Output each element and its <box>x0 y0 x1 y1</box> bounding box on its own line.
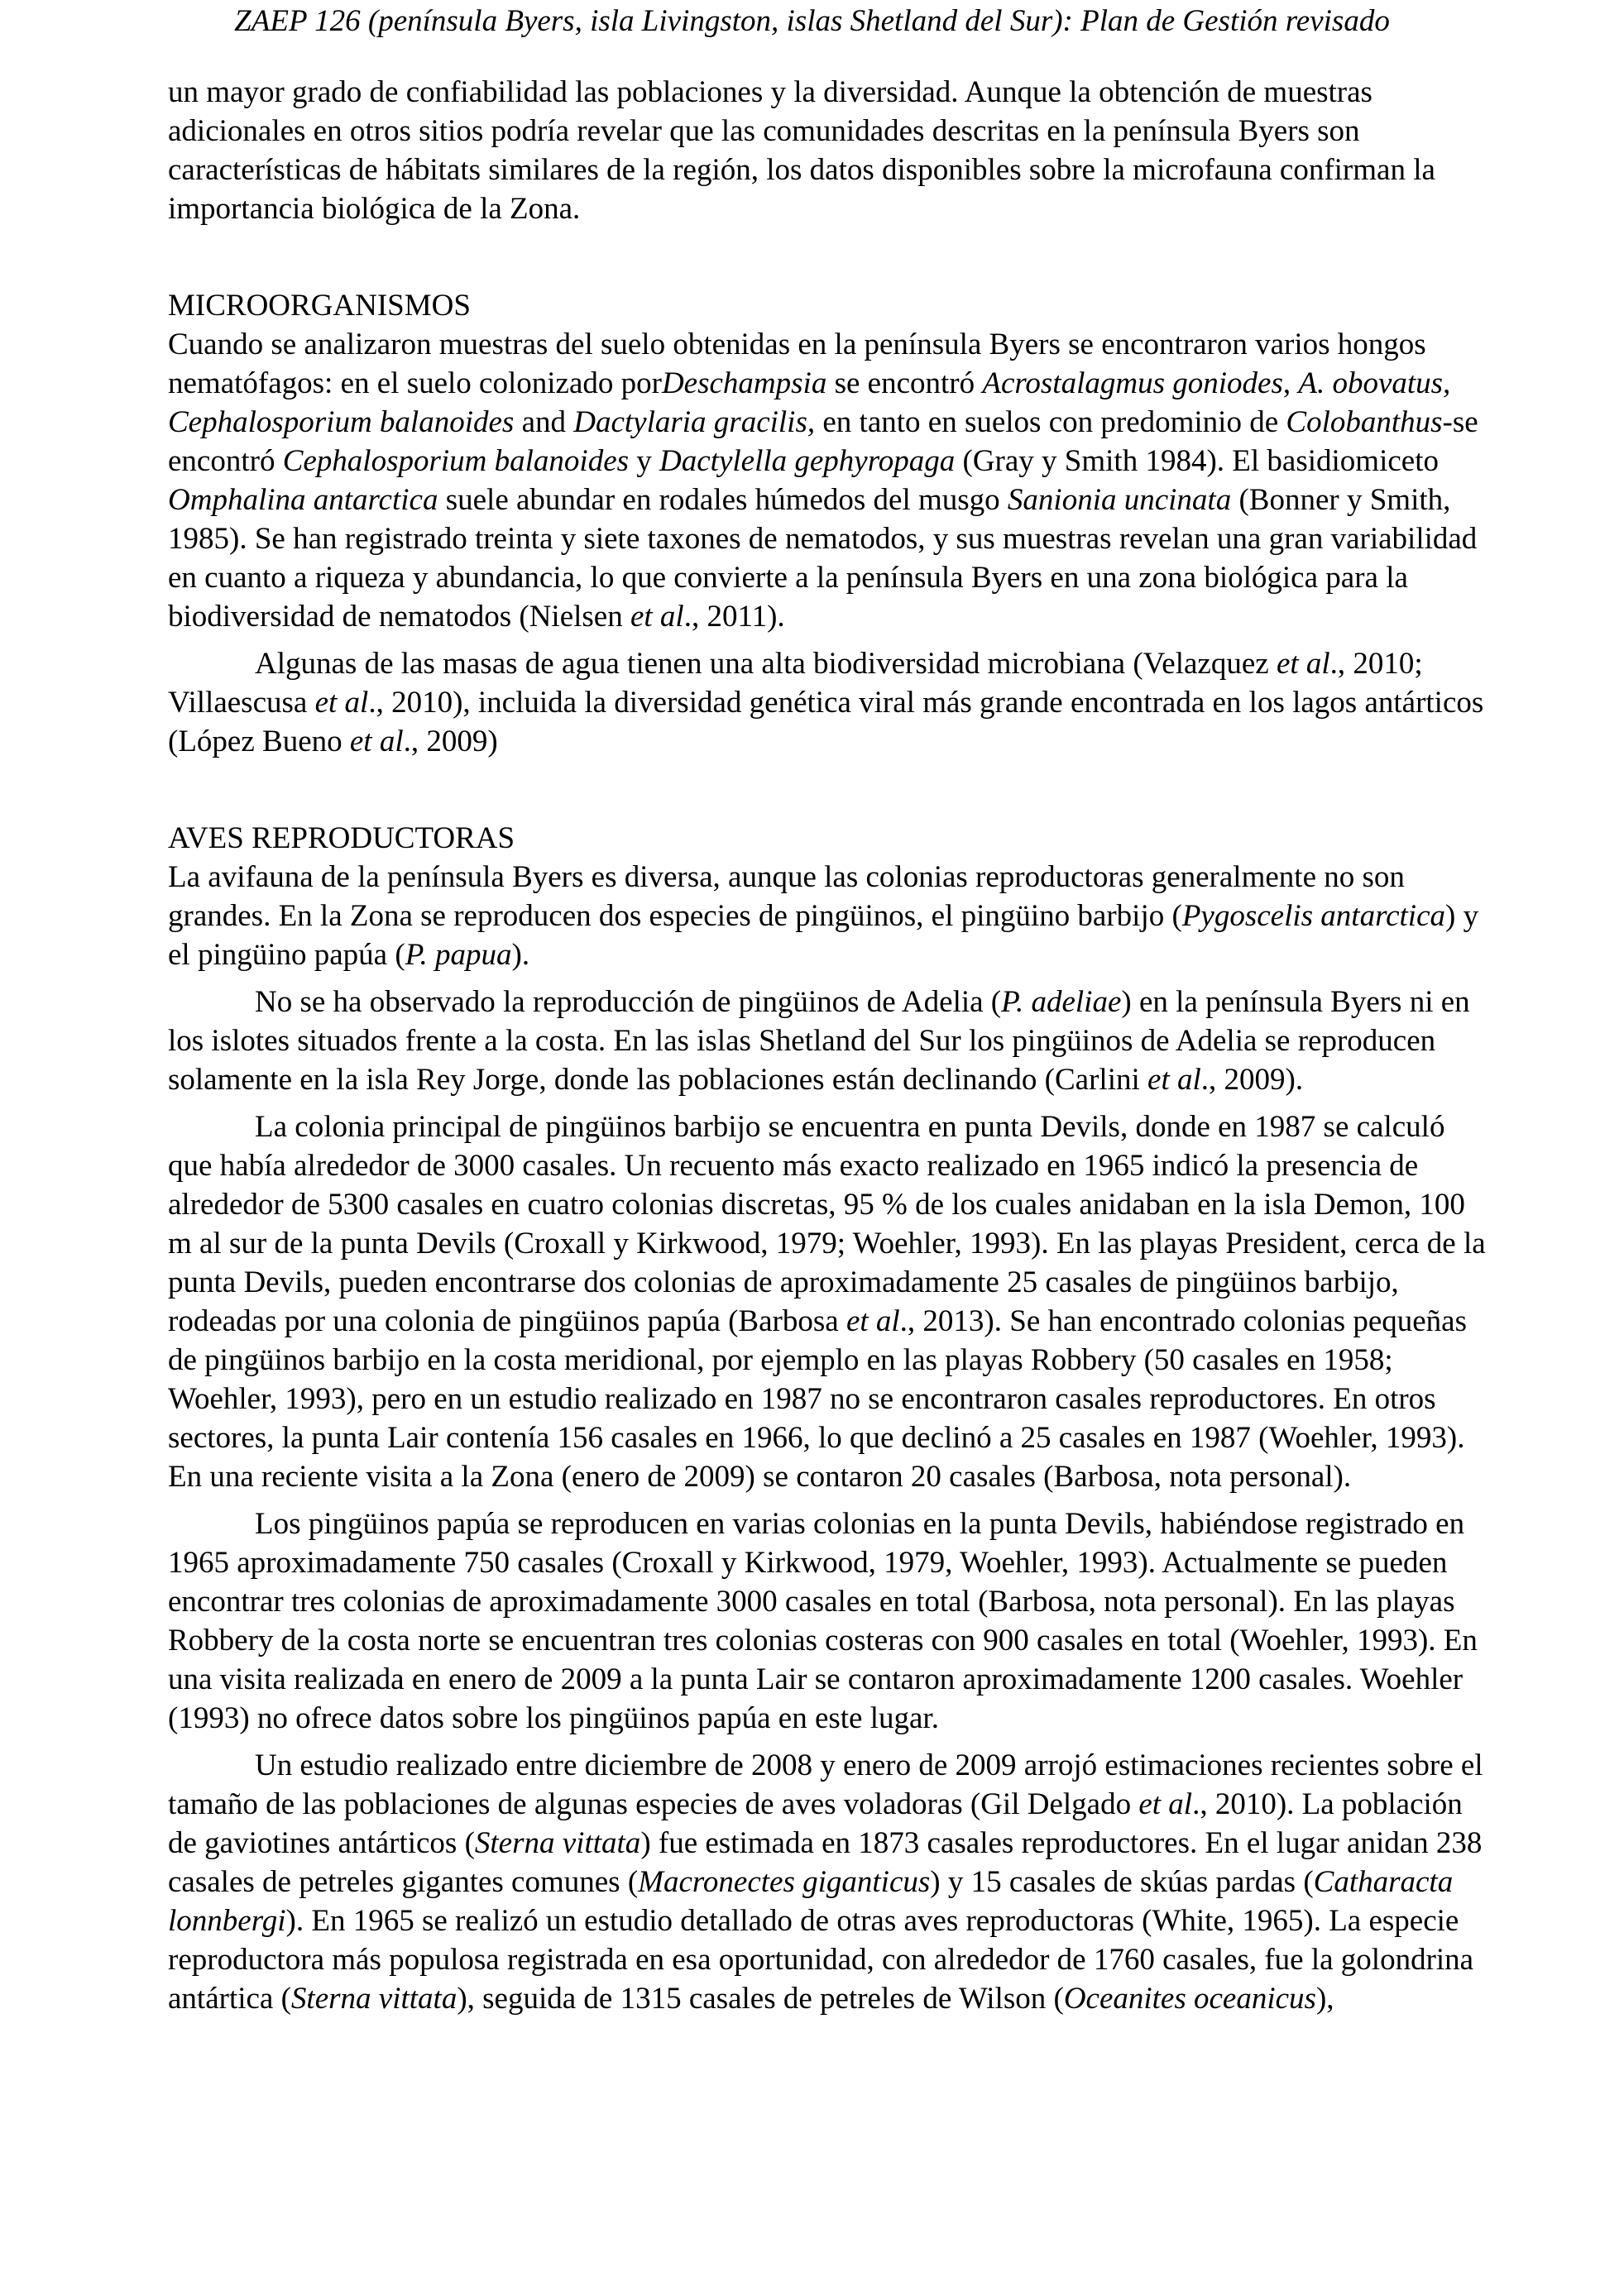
paragraph-aves-5: Un estudio realizado entre diciembre de 2008 y enero de 2009 arrojó estimaciones recientes sobre el tamaño de las poblaciones de algunas especies de aves voladoras (Gil Delgado et al., 2010). La población de gaviotines antárticos (Sterna vittata) fue estimada en 1873 casales reproductores. En el lugar anidan 238 casales de petreles gigantes comunes (Macronectes giganticus) y 15 casales de skúas pardas (Catharacta lonnbergi). En 1965 se realizó un estudio detallado de otras aves reproductoras (White, 1965). La especie reproductora más populosa registrada en esa oportunidad, con alrededor de 1760 casales, fue la golondrina antártica (Sterna vittata), seguida de 1315 casales de petreles de Wilson (Oceanites oceanicus), <box>168 1748 1483 2016</box>
running-header: ZAEP 126 (península Byers, isla Livingston, islas Shetland del Sur): Plan de Gestión revisado <box>234 4 1390 38</box>
paragraph-aves-1: La avifauna de la península Byers es diversa, aunque las colonias reproductoras generalmente no son grandes. En la Zona se reproducen dos especies de pingüinos, el pingüino barbijo (Pygoscelis antarctica) y el pingüino papúa (P. papua). <box>168 860 1479 972</box>
paragraph-aves-3: La colonia principal de pingüinos barbijo se encuentra en punta Devils, donde en 1987 se calculó que había alrededor de 3000 casales. Un recuento más exacto realizado en 1965 indicó la presencia de alrededor de 5300 casales en cuatro colonias discretas, 95 % de los cuales anidaban en la isla Demon, 100 m al sur de la punta Devils (Croxall y Kirkwood, 1979; Woehler, 1993). En las playas President, cerca de la punta Devils, pueden encontrarse dos colonias de aproximadamente 25 casales de pingüinos barbijo, rodeadas por una colonia de pingüinos papúa (Barbosa et al., 2013). Se han encontrado colonias pequeñas de pingüinos barbijo en la costa meridional, por ejemplo en las playas Robbery (50 casales en 1958; Woehler, 1993), pero en un estudio realizado en 1987 no se encontraron casales reproductores. En otros sectores, la punta Lair contenía 156 casales en 1966, lo que declinó a 25 casales en 1987 (Woehler, 1993). En una reciente visita a la Zona (enero de 2009) se contaron 20 casales (Barbosa, nota personal). <box>168 1110 1486 1494</box>
paragraph-aves-4: Los pingüinos papúa se reproducen en varias colonias en la punta Devils, habiéndose registrado en 1965 aproximadamente 750 casales (Croxall y Kirkwood, 1979, Woehler, 1993). Actualmente se pueden encontrar tres colonias de aproximadamente 3000 casales en total (Barbosa, nota personal). En las playas Robbery de la costa norte se encuentran tres colonias costeras con 900 casales en total (Woehler, 1993). En una visita realizada en enero de 2009 a la punta Lair se contaron aproximadamente 1200 casales. Woehler (1993) no ofrece datos sobre los pingüinos papúa en este lugar. <box>168 1507 1478 1735</box>
paragraph-intro: un mayor grado de confiabilidad las poblaciones y la diversidad. Aunque la obtención de muestras adicionales en otros sitios podría revelar que las comunidades descritas en la península Byers son características de hábitats similares de la región, los datos disponibles sobre la microfauna confirman la importancia biológica de la Zona. <box>168 75 1435 226</box>
paragraph-microorganismos-2: Algunas de las masas de agua tienen una alta biodiversidad microbiana (Velazquez et al., 2010; Villaescusa et al., 2010), incluida la diversidad genética viral más grande encontrada en los lagos antárticos (López Bueno et al., 2009) <box>168 647 1484 758</box>
document-body <box>168 73 1492 2018</box>
heading-aves-reproductoras: AVES REPRODUCTORAS <box>168 821 515 855</box>
paragraph-microorganismos-1: Cuando se analizaron muestras del suelo obtenidas en la península Byers se encontraron varios hongos nematófagos: en el suelo colonizado porDeschampsia se encontró Acrostalagmus goniodes, A. obovatus, Cephalosporium balanoides and Dactylaria gracilis, en tanto en suelos con predominio de Colobanthus-se encontró Cephalosporium balanoides y Dactylella gephyropaga (Gray y Smith 1984). El basidiomiceto Omphalina antarctica suele abundar en rodales húmedos del musgo Sanionia uncinata (Bonner y Smith, 1985). Se han registrado treinta y siete taxones de nematodos, y sus muestras revelan una gran variabilidad en cuanto a riqueza y abundancia, lo que convierte a la península Byers en una zona biológica para la biodiversidad de nematodos (Nielsen et al., 2011). <box>168 328 1478 634</box>
paragraph-aves-2: No se ha observado la reproducción de pingüinos de Adelia (P. adeliae) en la península Byers ni en los islotes situados frente a la costa. En las islas Shetland del Sur los pingüinos de Adelia se reproducen solamente en la isla Rey Jorge, donde las poblaciones están declinando (Carlini et al., 2009). <box>168 985 1470 1097</box>
heading-microorganismos: MICROORGANISMOS <box>168 289 471 323</box>
